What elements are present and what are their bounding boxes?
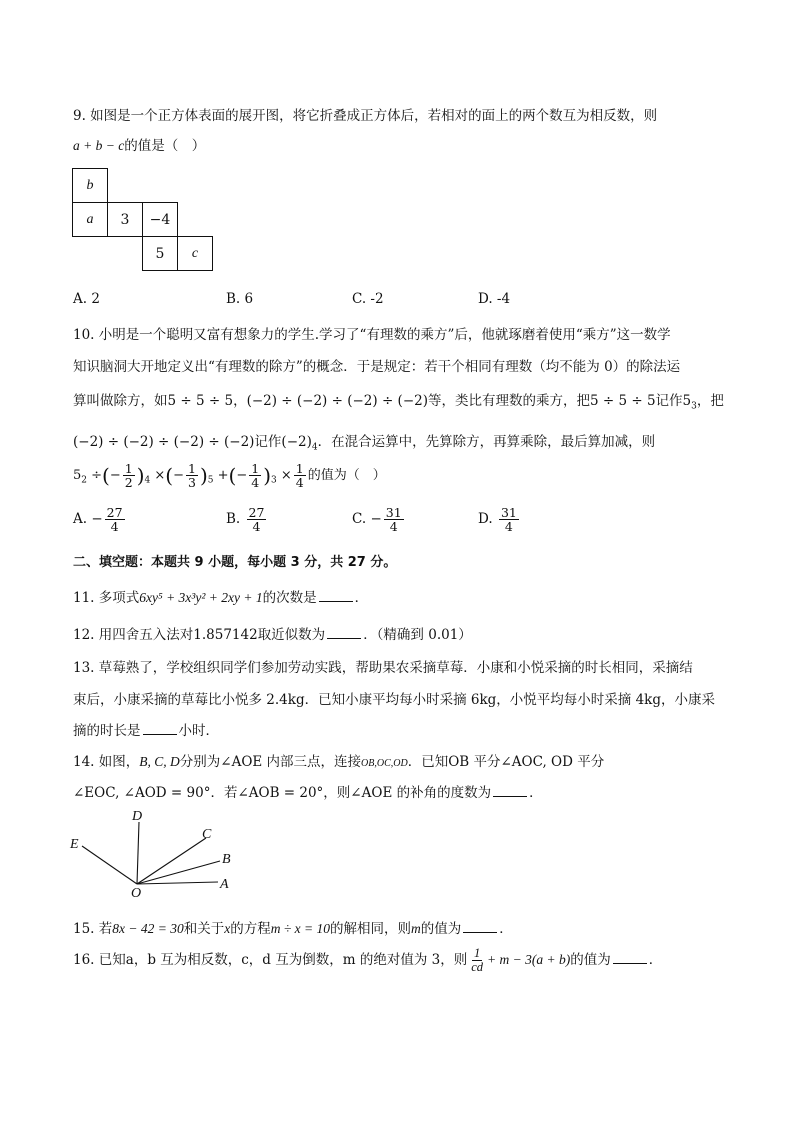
label-o: O bbox=[131, 886, 142, 901]
q14-rays: OB,OC,OD bbox=[361, 758, 408, 769]
q10-option-c[interactable] bbox=[352, 506, 406, 533]
q13-line3-b: 小时． bbox=[178, 723, 219, 739]
q16-answer-blank[interactable] bbox=[613, 951, 647, 964]
q14-line1 bbox=[73, 750, 604, 770]
q11-suffix: 的次数是 bbox=[262, 590, 317, 606]
q11-answer-blank[interactable] bbox=[319, 589, 353, 602]
q10-option-b-num: 27 bbox=[248, 505, 265, 520]
q10-line3 bbox=[73, 389, 724, 412]
q11-end: ． bbox=[354, 590, 369, 606]
q12-end: ．（精确到 0.01） bbox=[363, 627, 472, 643]
q10-line2: 知识脑洞大开地定义出“有理数的除方”的概念．于是规定：若干个相同有理数（均不能为 0）的除法运 bbox=[73, 359, 681, 375]
label-c: C bbox=[202, 827, 212, 842]
q15 bbox=[73, 917, 513, 937]
net-cell-c: c bbox=[177, 236, 213, 271]
angle-figure bbox=[60, 808, 250, 903]
ray-od bbox=[137, 822, 139, 884]
q10-notation-5-sub: 3 bbox=[691, 401, 697, 412]
q10-option-c-num: 31 bbox=[385, 505, 402, 520]
q10-option-c-label: C. bbox=[352, 511, 367, 528]
q10-option-a-label: A. bbox=[73, 511, 88, 528]
q15-answer-blank[interactable] bbox=[463, 920, 497, 933]
q13-line1: 13. 草莓熟了，学校组织同学们参加劳动实践，帮助果农采摘草莓．小康和小悦采摘的时长相同，采摘结 bbox=[73, 660, 693, 676]
q12-prefix: 12. 用四舍五入法对 bbox=[73, 627, 194, 643]
q10-notation-neg2-sub: 4 bbox=[311, 442, 318, 453]
q14-prefix: 14. 如图， bbox=[73, 754, 140, 770]
q9-option-b[interactable]: B. 6 bbox=[226, 291, 254, 307]
q11 bbox=[73, 586, 368, 606]
q10-option-a-den: 4 bbox=[110, 519, 119, 535]
q10-option-d-label: D. bbox=[478, 511, 493, 528]
q9-line2 bbox=[73, 134, 205, 154]
q9-option-d[interactable]: D. -4 bbox=[478, 291, 511, 307]
q10-option-a[interactable] bbox=[73, 506, 127, 533]
q15-variable: x bbox=[224, 921, 231, 936]
q14-end: ． bbox=[529, 785, 543, 801]
q12-number: 1.857142 bbox=[193, 627, 258, 643]
q10-line3-text-c: 等，类比有理数的乘方，把 bbox=[427, 393, 590, 409]
ray-oa bbox=[137, 882, 218, 884]
q15-prefix: 15. 若 bbox=[73, 921, 113, 937]
q10-option-b[interactable] bbox=[226, 506, 268, 533]
q10-line4 bbox=[73, 430, 655, 453]
label-b: B bbox=[222, 852, 231, 867]
q15-mid3: 的解相同，则 bbox=[330, 921, 411, 937]
q16-suffix: 的值为 bbox=[570, 952, 611, 969]
q9-option-c[interactable]: C. -2 bbox=[352, 291, 384, 307]
q14-line2-text: ∠EOC, ∠AOD = 90°．若∠AOB = 20°，则∠AOE 的补角的度数为 bbox=[73, 785, 492, 801]
label-a: A bbox=[220, 877, 229, 892]
q10-example-2: (−2) ÷ (−2) ÷ (−2) ÷ (−2) bbox=[246, 393, 428, 409]
q10-line4-text-a: 记作 bbox=[254, 434, 282, 450]
net-cell-minus4: −4 bbox=[142, 202, 178, 237]
ray-oe bbox=[82, 846, 137, 884]
net-cell-a: a bbox=[72, 202, 108, 237]
q14-line2 bbox=[73, 781, 543, 801]
q10-option-d-den: 4 bbox=[504, 519, 513, 535]
q11-prefix: 11. 多项式 bbox=[73, 590, 140, 606]
q13-line3 bbox=[73, 719, 219, 739]
q10-expression-line: $5_2$ ÷(− $\frac{1}{2}$ )$_4$ ×(− $\frac{1}{3}$ )$_5$ +(− $\frac{1}{4}$ )$_3$ × $\frac{1}{4}$ 的值为（ ） bbox=[73, 461, 386, 491]
q10-notation-neg2: (−2) bbox=[281, 434, 312, 450]
q10-example-4: (−2) ÷ (−2) ÷ (−2) ÷ (−2) bbox=[73, 434, 255, 450]
q10-example-1: 5 ÷ 5 ÷ 5 bbox=[167, 393, 234, 409]
label-d: D bbox=[132, 809, 143, 824]
q15-equation-1: 8x − 42 = 30 bbox=[112, 921, 184, 936]
q10-option-b-den: 4 bbox=[252, 519, 261, 535]
q10-line3-text-e: ，把 bbox=[696, 393, 724, 409]
q14-answer-blank[interactable] bbox=[493, 784, 527, 797]
q14-text-b: 分别为∠AOE 内部三点，连接 bbox=[179, 754, 362, 770]
q15-end: ． bbox=[499, 921, 513, 937]
q12-mid: 取近似数为 bbox=[257, 627, 326, 643]
q10-option-a-sign: − bbox=[91, 511, 103, 528]
q11-polynomial: 6xy⁵ + 3x³y² + 2xy + 1 bbox=[139, 590, 263, 605]
q10-line3-text-a: 算叫做除方，如 bbox=[73, 393, 168, 409]
q12 bbox=[73, 623, 472, 643]
q12-answer-blank[interactable] bbox=[327, 626, 361, 639]
q9-question-text: 的值是（ ） bbox=[124, 138, 206, 154]
q10-option-c-sign: − bbox=[370, 511, 382, 528]
q10-option-d[interactable] bbox=[478, 506, 521, 533]
q10-option-c-den: 4 bbox=[389, 519, 398, 535]
q9-option-a[interactable]: A. 2 bbox=[73, 291, 100, 307]
q16-expression: + m − 3(a + b) bbox=[487, 952, 571, 968]
q10-question-text: 的值为（ ） bbox=[307, 468, 386, 484]
q10-line3-text-b: ， bbox=[233, 393, 247, 409]
q10-line3-text-d: 记作 bbox=[655, 393, 683, 409]
q15-m: m bbox=[411, 921, 421, 936]
q15-mid: 和关于 bbox=[183, 921, 225, 937]
q15-suffix: 的值为 bbox=[420, 921, 462, 937]
net-cell-5: 5 bbox=[142, 236, 178, 271]
q13-line3-a: 摘的时长是 bbox=[73, 723, 141, 739]
q10-option-a-num: 27 bbox=[106, 505, 123, 520]
q14-text-d: OB 平分∠AOC, OD 平分 bbox=[448, 754, 605, 770]
q10-option-b-label: B. bbox=[226, 511, 241, 528]
q13-line2: 束后，小康采摘的草莓比小悦多 2.4kg．已知小康平均每小时采摘 6kg，小悦平均每小时采摘 4kg，小康采 bbox=[73, 692, 715, 708]
q10-line4-text-b: ．在混合运算中，先算除方，再算乘除，最后算加减，则 bbox=[317, 434, 656, 450]
q16-frac-num: 1 bbox=[474, 946, 481, 960]
q13-answer-blank[interactable] bbox=[143, 722, 177, 735]
q9-line1: 9. 如图是一个正方体表面的展开图，将它折叠成正方体后，若相对的面上的两个数互为相反数，则 bbox=[73, 108, 658, 124]
q9-expression: a + b − c bbox=[73, 138, 125, 153]
q16-prefix: 16. 已知 bbox=[73, 952, 126, 969]
q10-notation-5: 5 bbox=[682, 393, 692, 409]
q15-mid2: 的方程 bbox=[230, 921, 271, 937]
q14-text-c: ．已知 bbox=[407, 754, 449, 770]
q16-frac-den: cd bbox=[471, 960, 484, 975]
q15-equation-2: m ÷ x = 10 bbox=[270, 921, 330, 936]
q10-option-d-num: 31 bbox=[500, 505, 517, 520]
q16-end: ． bbox=[648, 952, 663, 969]
section-heading: 二、填空题：本题共 9 小题，每小题 3 分，共 27 分。 bbox=[73, 555, 397, 570]
ray-ob bbox=[137, 861, 220, 884]
q10-line1: 10. 小明是一个聪明又富有想象力的学生.学习了“有理数的乘方”后，他就琢磨着使用“乘方”这一数学 bbox=[73, 327, 671, 343]
q16 bbox=[73, 947, 662, 974]
q14-points: B, C, D bbox=[139, 754, 180, 769]
net-cell-3: 3 bbox=[107, 202, 143, 237]
ray-oc bbox=[137, 838, 206, 884]
label-e: E bbox=[70, 837, 79, 852]
q10-example-3: 5 ÷ 5 ÷ 5 bbox=[589, 393, 656, 409]
q16-text: a，b 互为相反数，c，d 互为倒数，m 的绝对值为 3，则 bbox=[125, 952, 468, 969]
net-cell-b: b bbox=[72, 168, 108, 203]
